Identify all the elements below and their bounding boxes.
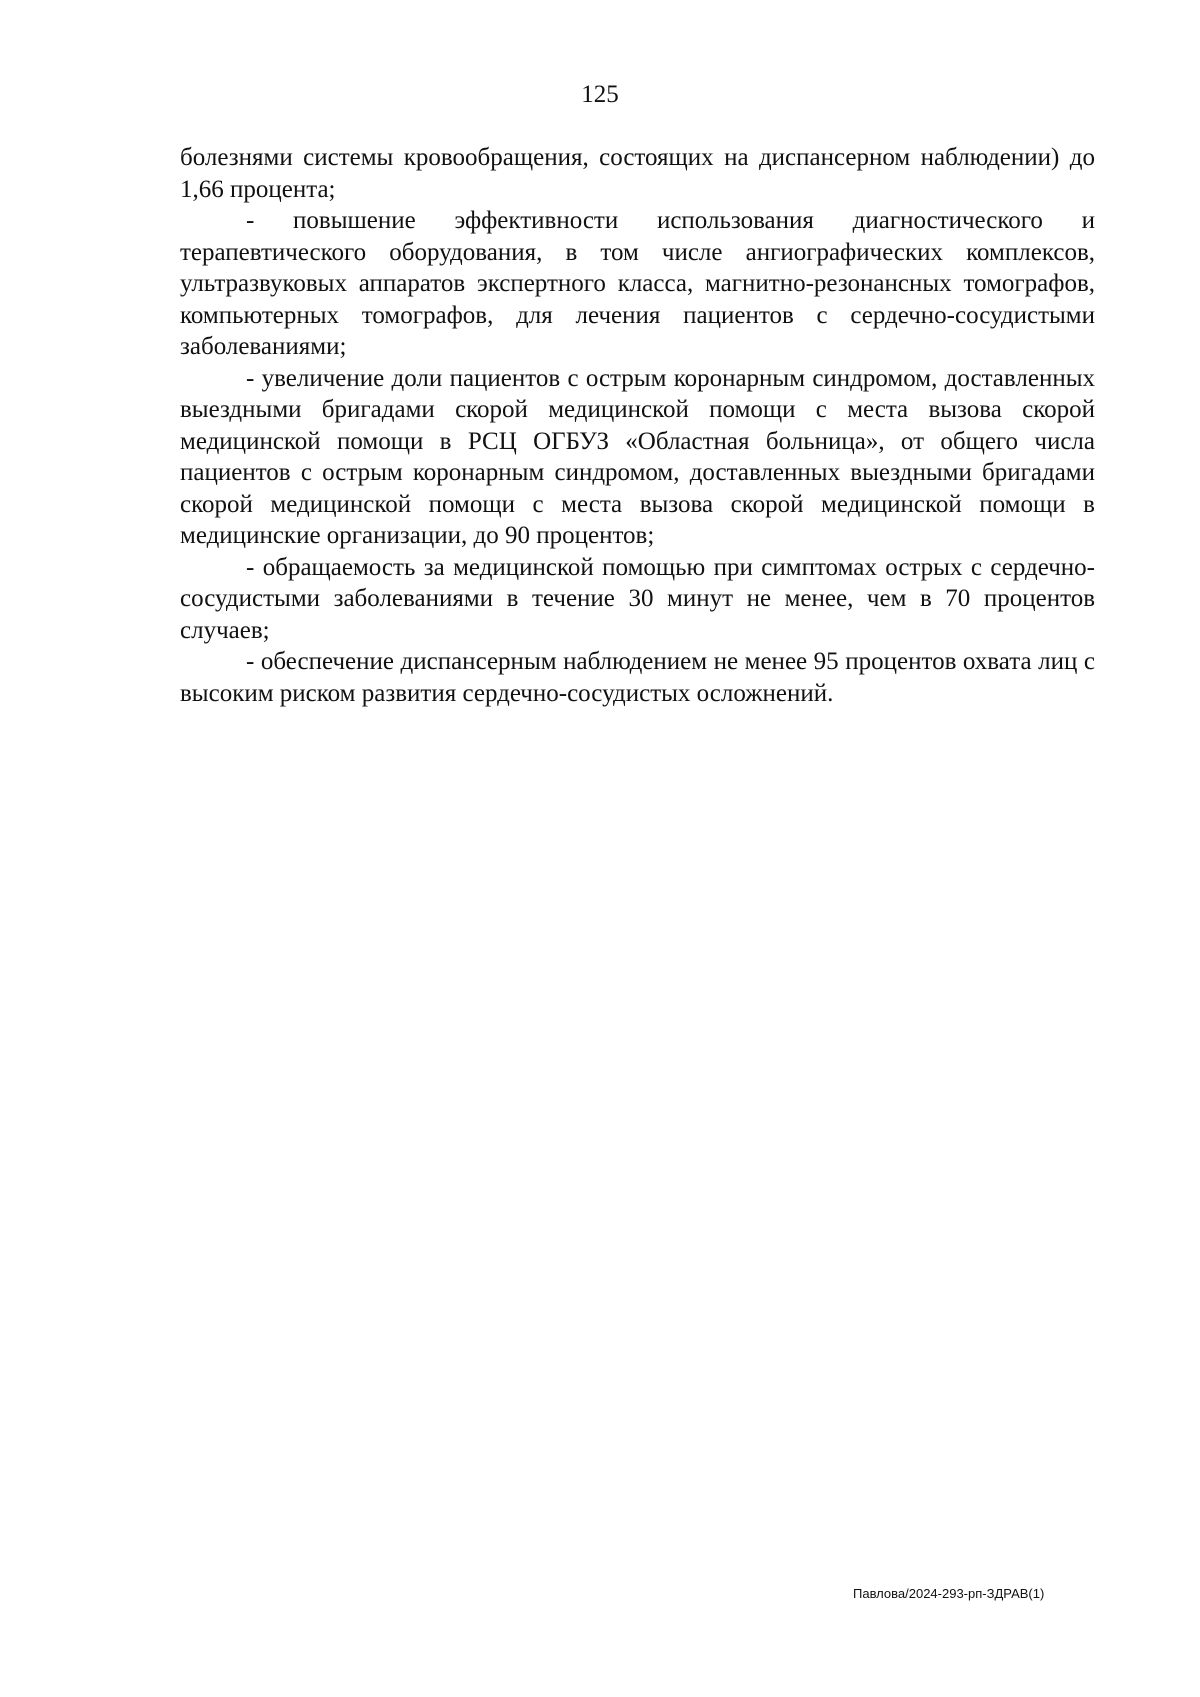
paragraph-continuation: болезнями системы кровообращения, состоящих на диспансерном наблюдении) до 1,66 процента; [180,144,1095,203]
paragraph-care-seeking-rate: - обращаемость за медицинской помощью при симптомах острых с сердечно-сосудистыми заболеваниями в течение 30 минут не менее, чем в 70 процентов случаев; [180,553,1095,644]
document-body [180,142,1095,709]
document-registration-code: Павлова/2024-293-рп-ЗДРАВ(1) [853,1586,1045,1601]
paragraph-acs-patients-share: - увеличение доли пациентов с острым коронарным синдромом, доставленных выездными бригадами скорой медицинской помощи с места вызова скорой медицинской помощи в РСЦ ОГБУЗ «Областная больница», от общего числа пациентов с острым коронарным синдромом, доставленных выездными бригадами скорой медицинской помощи с места вызова скорой медицинской помощи в медицинские организации, до 90 процентов; [180,364,1095,549]
paragraph-equipment-efficiency: - повышение эффективности использования диагностического и терапевтического оборудования, в том числе ангиографических комплексов, ультразвуковых аппаратов экспертного класса, магнитно-резонансных томографов, компьютерных томографов, для лечения пациентов с сердечно-сосудистыми заболеваниями; [180,207,1095,360]
paragraph-dispensary-coverage: - обеспечение диспансерным наблюдением не менее 95 процентов охвата лиц с высоким риском развития сердечно-сосудистых осложнений. [180,648,1095,707]
page-number: 125 [581,81,619,108]
